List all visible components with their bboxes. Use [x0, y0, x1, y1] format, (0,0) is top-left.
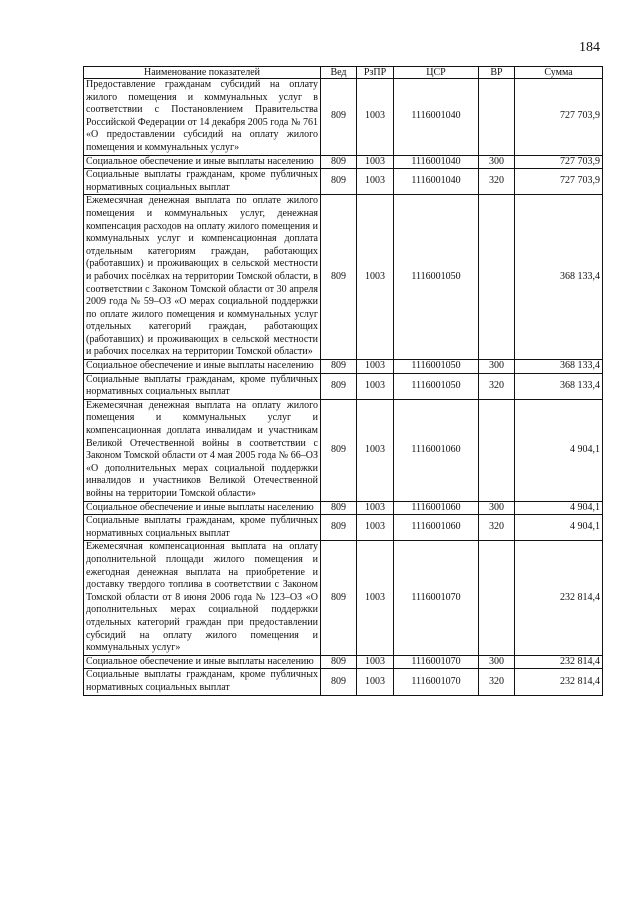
cell-rzpr: 1003	[357, 373, 394, 399]
cell-sum: 368 133,4	[515, 360, 603, 374]
cell-vr: 320	[479, 169, 515, 195]
cell-name: Социальное обеспечение и иные выплаты населению	[84, 155, 321, 169]
cell-name: Предоставление гражданам субсидий на оплату жилого помещения и коммунальных услуг в соответствии с Постановлением Правительства Российской Федерации от 14 декабря 2005 года № 761 «О предоставлении субсидий на оплату жилого помещения и коммунальных услуг»	[84, 79, 321, 156]
cell-vr: 300	[479, 501, 515, 515]
header-csr: ЦСР	[394, 67, 479, 79]
table-row	[84, 501, 603, 515]
cell-vr: 300	[479, 360, 515, 374]
cell-rzpr: 1003	[357, 360, 394, 374]
cell-name: Социальное обеспечение и иные выплаты населению	[84, 360, 321, 374]
cell-rzpr: 1003	[357, 195, 394, 360]
cell-ved: 809	[321, 655, 357, 669]
cell-ved: 809	[321, 169, 357, 195]
cell-ved: 809	[321, 79, 357, 156]
cell-vr: 320	[479, 515, 515, 541]
table-row	[84, 373, 603, 399]
cell-csr: 1116001040	[394, 79, 479, 156]
table-row	[84, 195, 603, 360]
cell-csr: 1116001050	[394, 360, 479, 374]
table-row	[84, 79, 603, 156]
cell-sum: 4 904,1	[515, 501, 603, 515]
table-row	[84, 399, 603, 501]
table-row	[84, 655, 603, 669]
cell-csr: 1116001070	[394, 655, 479, 669]
table-header-row	[84, 67, 603, 79]
cell-vr	[479, 541, 515, 655]
cell-rzpr: 1003	[357, 79, 394, 156]
cell-rzpr: 1003	[357, 515, 394, 541]
cell-rzpr: 1003	[357, 501, 394, 515]
cell-name: Социальное обеспечение и иные выплаты населению	[84, 501, 321, 515]
cell-ved: 809	[321, 541, 357, 655]
cell-rzpr: 1003	[357, 155, 394, 169]
table-row	[84, 155, 603, 169]
cell-csr: 1116001040	[394, 155, 479, 169]
cell-sum: 727 703,9	[515, 155, 603, 169]
cell-ved: 809	[321, 373, 357, 399]
cell-ved: 809	[321, 669, 357, 695]
page-number: 184	[579, 40, 600, 55]
cell-name: Социальные выплаты гражданам, кроме публичных нормативных социальных выплат	[84, 373, 321, 399]
cell-vr	[479, 195, 515, 360]
cell-sum: 232 814,4	[515, 669, 603, 695]
cell-ved: 809	[321, 501, 357, 515]
cell-sum: 4 904,1	[515, 399, 603, 501]
cell-rzpr: 1003	[357, 541, 394, 655]
cell-sum: 727 703,9	[515, 79, 603, 156]
cell-vr	[479, 399, 515, 501]
cell-vr: 300	[479, 655, 515, 669]
table-row	[84, 515, 603, 541]
table-row	[84, 360, 603, 374]
cell-vr: 300	[479, 155, 515, 169]
header-sum: Сумма	[515, 67, 603, 79]
cell-ved: 809	[321, 399, 357, 501]
cell-name: Социальные выплаты гражданам, кроме публичных нормативных социальных выплат	[84, 515, 321, 541]
cell-ved: 809	[321, 155, 357, 169]
cell-sum: 232 814,4	[515, 541, 603, 655]
cell-csr: 1116001060	[394, 501, 479, 515]
cell-ved: 809	[321, 195, 357, 360]
cell-csr: 1116001040	[394, 169, 479, 195]
cell-csr: 1116001060	[394, 399, 479, 501]
header-name: Наименование показателей	[84, 67, 321, 79]
cell-sum: 4 904,1	[515, 515, 603, 541]
cell-csr: 1116001070	[394, 541, 479, 655]
cell-sum: 232 814,4	[515, 655, 603, 669]
cell-sum: 368 133,4	[515, 195, 603, 360]
cell-rzpr: 1003	[357, 399, 394, 501]
cell-sum: 727 703,9	[515, 169, 603, 195]
table-row	[84, 669, 603, 695]
cell-vr: 320	[479, 373, 515, 399]
cell-name: Ежемесячная компенсационная выплата на оплату дополнительной площади жилого помещения и ежегодная денежная выплата на приобретение и доставку твердого топлива в соответствии с Законом Томской области от 8 июня 2006 года № 123–ОЗ «О дополнительных мерах социальной поддержки отдельных категорий граждан при предоставлении субсидий на оплату жилого помещения и коммунальных услуг»	[84, 541, 321, 655]
cell-rzpr: 1003	[357, 655, 394, 669]
cell-ved: 809	[321, 515, 357, 541]
cell-csr: 1116001070	[394, 669, 479, 695]
cell-rzpr: 1003	[357, 669, 394, 695]
cell-name: Ежемесячная денежная выплата на оплату жилого помещения и коммунальных услуг и компенсационная доплата инвалидам и участникам Великой Отечественной войны в соответствии с Законом Томской области от 4 мая 2005 года № 66–ОЗ «О дополнительных мерах социальной поддержки инвалидов и участников Великой Отечественной войны на территории Томской области»	[84, 399, 321, 501]
cell-name: Социальные выплаты гражданам, кроме публичных нормативных социальных выплат	[84, 669, 321, 695]
cell-name: Ежемесячная денежная выплата по оплате жилого помещения и коммунальных услуг, денежная компенсация расходов на оплату жилого помещения и коммунальных услуг и компенсационная доплата отдельным категориям граждан, работающих (работавших) и проживающих в сельской местности и рабочих посёлках на территории Томской области, в соответствии с Законом Томской области от 30 апреля 2009 года № 59–ОЗ «О мерах социальной поддержки по оплате жилого помещения и коммунальных услуг отдельных категорий граждан, работающих (работавших) и проживающих в сельской местности и рабочих поселках на территории Томской области»	[84, 195, 321, 360]
header-vr: ВР	[479, 67, 515, 79]
cell-name: Социальные выплаты гражданам, кроме публичных нормативных социальных выплат	[84, 169, 321, 195]
header-rzpr: РзПР	[357, 67, 394, 79]
budget-table	[83, 66, 603, 696]
table-row	[84, 169, 603, 195]
header-ved: Вед	[321, 67, 357, 79]
cell-vr: 320	[479, 669, 515, 695]
cell-rzpr: 1003	[357, 169, 394, 195]
table-row	[84, 541, 603, 655]
cell-ved: 809	[321, 360, 357, 374]
cell-vr	[479, 79, 515, 156]
cell-csr: 1116001050	[394, 195, 479, 360]
cell-csr: 1116001060	[394, 515, 479, 541]
cell-name: Социальное обеспечение и иные выплаты населению	[84, 655, 321, 669]
cell-sum: 368 133,4	[515, 373, 603, 399]
cell-csr: 1116001050	[394, 373, 479, 399]
